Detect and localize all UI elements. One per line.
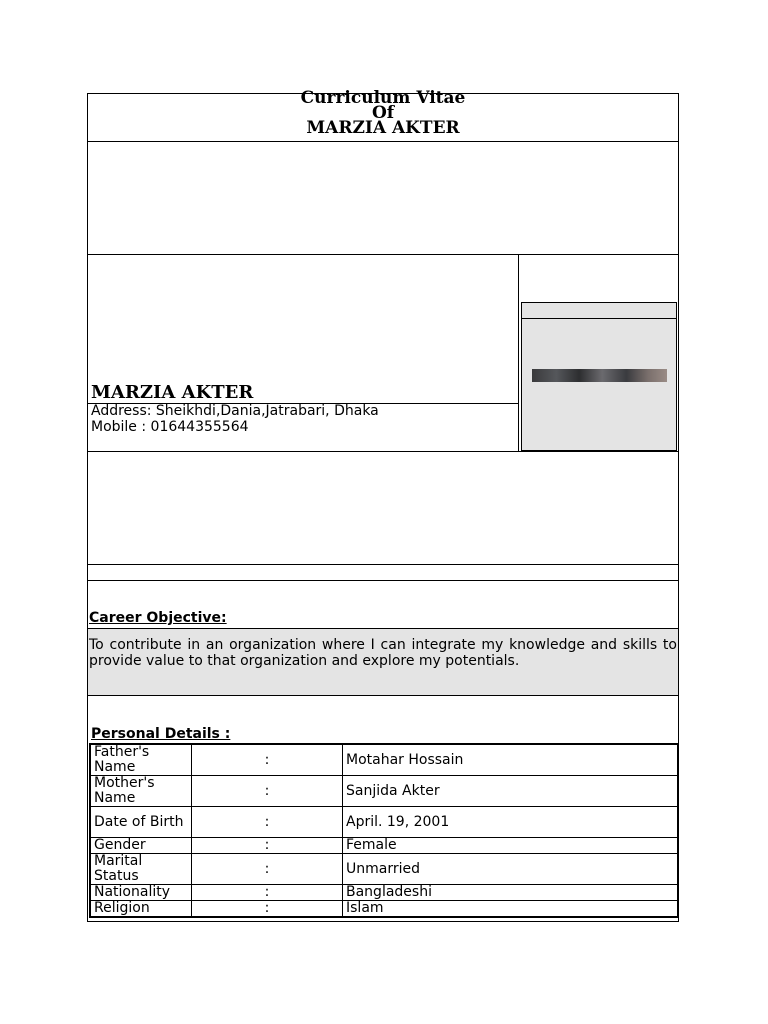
title-line-1: Curriculum Vitae	[300, 88, 466, 108]
table-row	[90, 901, 678, 918]
cv-title	[88, 88, 678, 138]
applicant-name: MARZIA AKTER	[91, 382, 254, 403]
row-colon: :	[192, 776, 343, 807]
row-value: Motahar Hossain	[343, 744, 679, 776]
mobile-text: Mobile : 01644355564	[91, 419, 249, 435]
contact-info	[91, 403, 379, 435]
row-colon: :	[192, 807, 343, 838]
divider-blank-2	[88, 564, 678, 565]
title-line-2: Of	[371, 103, 395, 123]
row-label: Father's Name	[90, 744, 192, 776]
personal-details-heading: Personal Details :	[91, 726, 231, 742]
photo-column-divider	[518, 254, 519, 452]
table-row	[90, 854, 678, 885]
table-row	[90, 807, 678, 838]
row-value: Bangladeshi	[343, 885, 679, 901]
row-colon: :	[192, 885, 343, 901]
row-value: Islam	[343, 901, 679, 918]
table-row	[90, 744, 678, 776]
row-label: Date of Birth	[90, 807, 192, 838]
profile-photo	[521, 302, 677, 451]
personal-details-table	[89, 743, 679, 918]
row-label: Religion	[90, 901, 192, 918]
divider-blank-3	[88, 580, 678, 581]
table-row	[90, 838, 678, 854]
title-line-3: MARZIA AKTER	[306, 118, 460, 138]
row-label: Nationality	[90, 885, 192, 901]
row-colon: :	[192, 744, 343, 776]
divider-blank-1	[88, 254, 678, 255]
address-text: Address: Sheikhdi,Dania,Jatrabari, Dhaka	[91, 403, 379, 419]
row-label: Mother's Name	[90, 776, 192, 807]
career-objective-heading: Career Objective:	[89, 610, 227, 626]
row-value: Female	[343, 838, 679, 854]
row-value: Unmarried	[343, 854, 679, 885]
table-row	[90, 885, 678, 901]
divider-title	[88, 141, 678, 142]
row-colon: :	[192, 854, 343, 885]
photo-image	[532, 369, 667, 382]
row-label: Gender	[90, 838, 192, 854]
cv-page	[87, 88, 679, 922]
row-colon: :	[192, 901, 343, 918]
row-label: Marital Status	[90, 854, 192, 885]
table-row	[90, 776, 678, 807]
photo-top-bar	[522, 303, 676, 319]
row-value: Sanjida Akter	[343, 776, 679, 807]
divider-contact	[88, 451, 678, 452]
row-colon: :	[192, 838, 343, 854]
row-value: April. 19, 2001	[343, 807, 679, 838]
career-objective-text: To contribute in an organization where I can integrate my knowledge and skills to provide value to that organization and explore my potentials.	[88, 628, 678, 696]
